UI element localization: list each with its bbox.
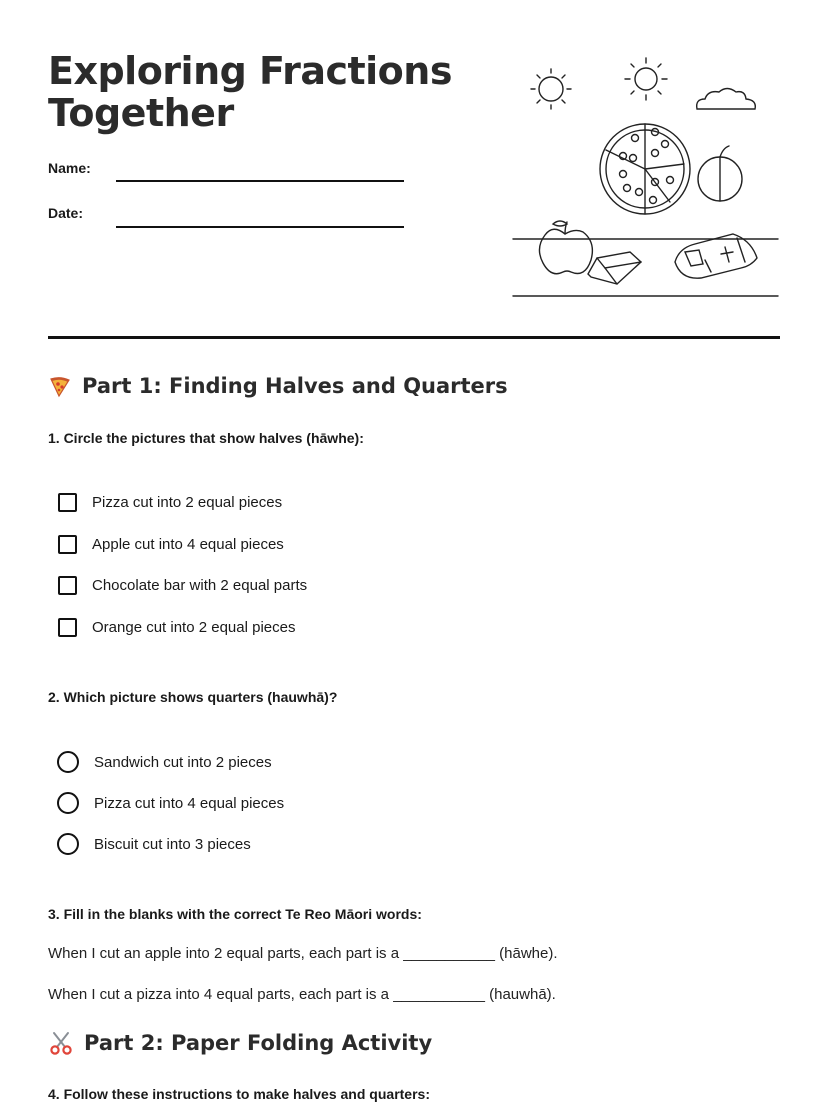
radio-button[interactable] [57, 833, 79, 855]
question-1: 1. Circle the pictures that show halves (hāwhe): [48, 430, 364, 446]
date-label: Date: [48, 205, 84, 221]
checkbox[interactable] [58, 576, 77, 595]
checkbox[interactable] [58, 535, 77, 554]
q2-option-1[interactable]: Sandwich cut into 2 pieces [48, 750, 272, 774]
cloud-icon [697, 89, 756, 110]
checkbox[interactable] [58, 618, 77, 637]
radio-button[interactable] [57, 751, 79, 773]
food-illustration [505, 52, 790, 302]
section-divider [48, 336, 780, 339]
fill-blank-sentence-1[interactable]: When I cut an apple into 2 equal parts, each part is a ___________ (hāwhe). [48, 945, 558, 962]
name-label: Name: [48, 160, 91, 176]
question-3: 3. Fill in the blanks with the correct Te Reo Māori words: [48, 906, 422, 922]
sun-icon [625, 58, 667, 100]
date-field[interactable] [116, 226, 404, 228]
q1-option-3[interactable]: Chocolate bar with 2 equal parts [48, 573, 307, 597]
part2-heading: Part 2: Paper Folding Activity [48, 1030, 432, 1056]
sun-icon [531, 69, 571, 109]
orange-icon [698, 146, 742, 201]
page-title: Exploring Fractions Together [48, 49, 452, 135]
question-2: 2. Which picture shows quarters (hauwhā)? [48, 689, 338, 705]
radio-button[interactable] [57, 792, 79, 814]
q1-option-2[interactable]: Apple cut into 4 equal pieces [48, 532, 284, 556]
chocolate-bar-icon [588, 252, 641, 284]
scissors-icon [48, 1030, 74, 1056]
checkbox[interactable] [58, 493, 77, 512]
fill-blank-sentence-2[interactable]: When I cut a pizza into 4 equal parts, each part is a ___________ (hauwhā). [48, 986, 556, 1003]
q1-option-4[interactable]: Orange cut into 2 equal pieces [48, 615, 295, 639]
part1-heading: Part 1: Finding Halves and Quarters [48, 374, 508, 398]
pizza-icon [48, 374, 72, 398]
pizza-icon [600, 124, 690, 214]
sandwich-icon [675, 234, 757, 278]
q2-option-3[interactable]: Biscuit cut into 3 pieces [48, 832, 251, 856]
name-field[interactable] [116, 180, 404, 182]
q2-option-2[interactable]: Pizza cut into 4 equal pieces [48, 791, 284, 815]
question-4: 4. Follow these instructions to make halves and quarters: [48, 1086, 430, 1102]
apple-icon [539, 221, 592, 274]
q1-option-1[interactable]: Pizza cut into 2 equal pieces [48, 490, 282, 514]
